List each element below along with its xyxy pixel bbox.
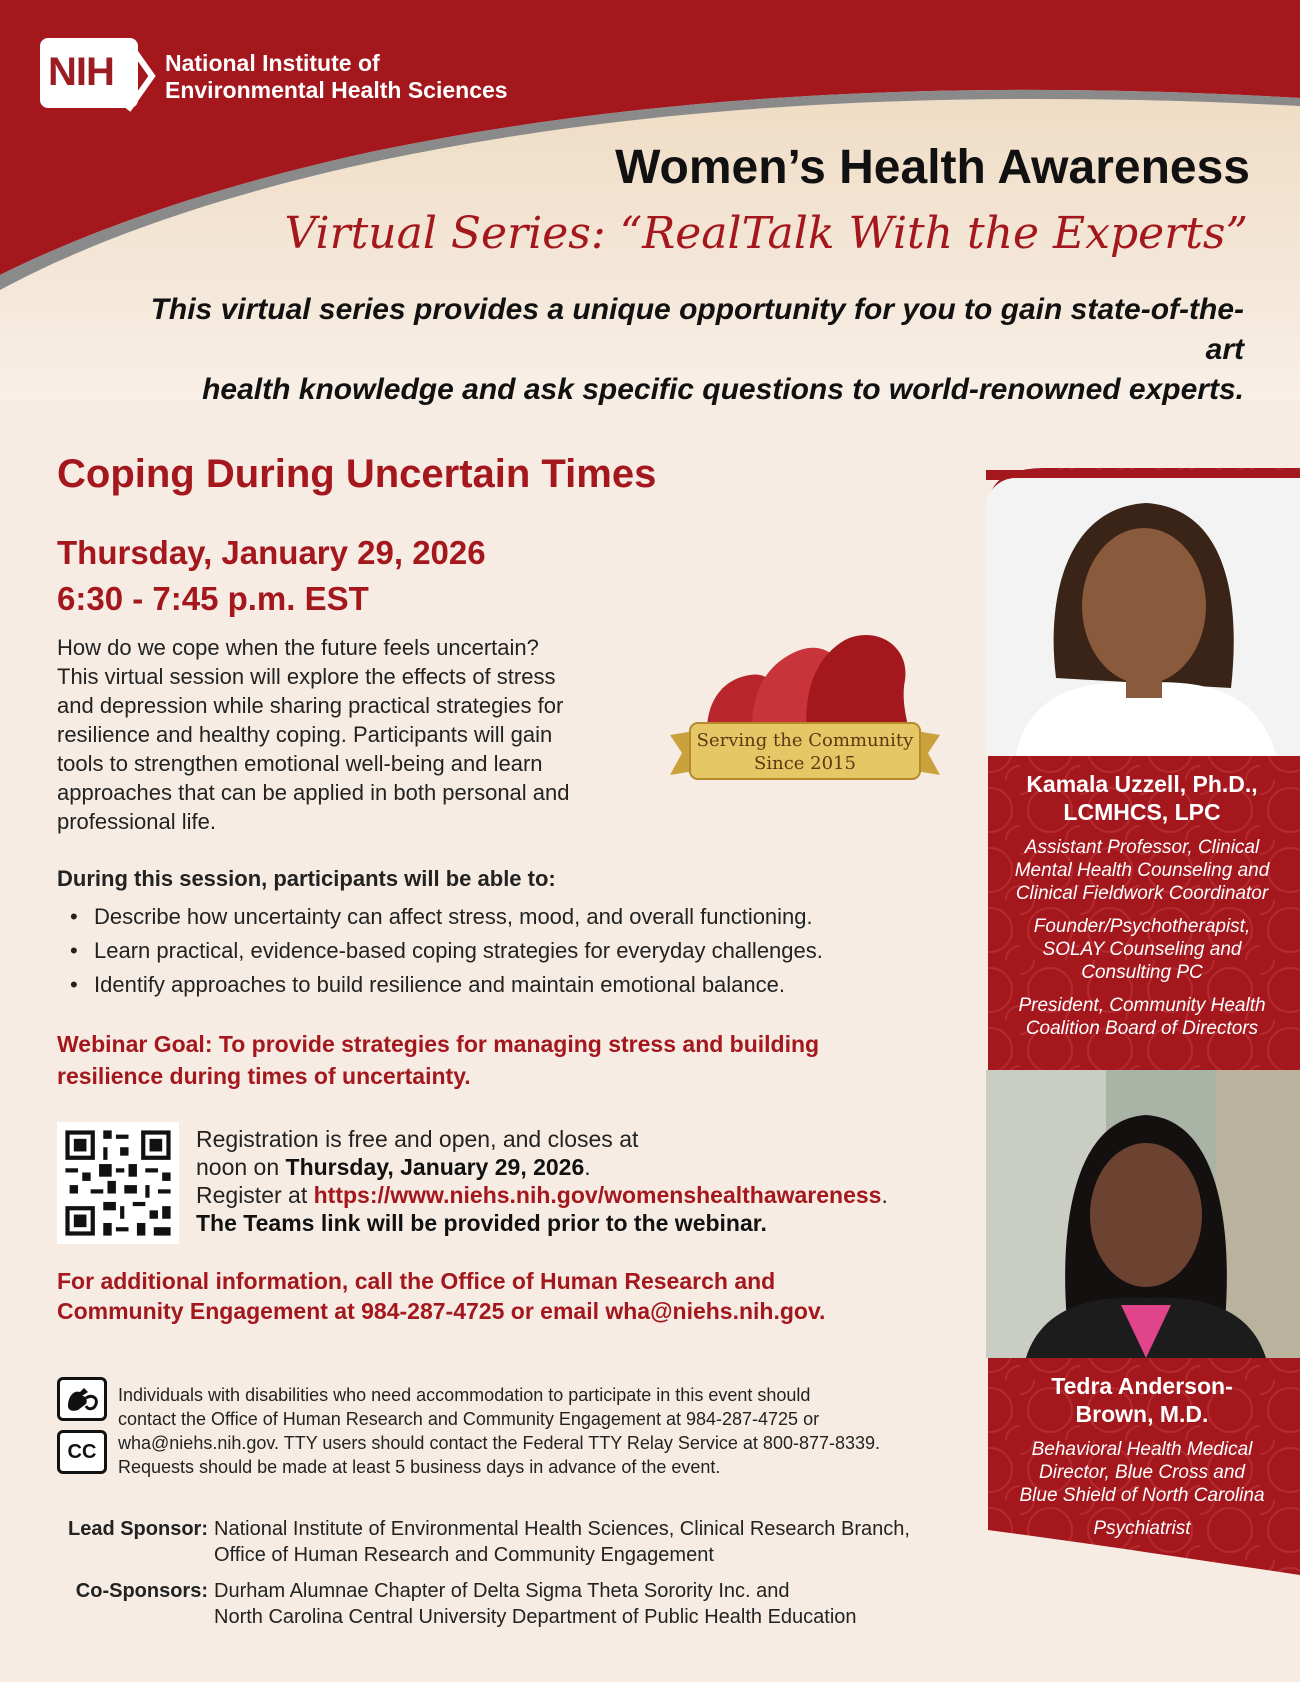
description-line: and depression while sharing practical strategies for [57, 693, 564, 718]
speaker-1-name-line-2: LCMHCS, LPC [1063, 799, 1221, 825]
speaker-2-name-line-2: Brown, M.D. [1075, 1401, 1209, 1427]
organization-name [165, 50, 508, 104]
accessibility-line: Individuals with disabilities who need accommodation to participate in this event should [118, 1385, 811, 1405]
speaker-1-role-line: SOLAY Counseling and [1042, 939, 1242, 960]
description-line: tools to strengthen emotional well-being and learn [57, 751, 543, 776]
community-emblem [660, 605, 950, 805]
accessibility-line: wha@niehs.nih.gov. TTY users should contact the Federal TTY Relay Service at 800-877-8339. [118, 1433, 881, 1453]
goal-line-2: resilience during times of uncertainty. [57, 1063, 471, 1089]
description-line: How do we cope when the future feels uncertain? [57, 635, 539, 660]
nih-logo-text: NIH [48, 50, 114, 94]
lead-sponsor-line-1: National Institute of Environmental Health Sciences, Clinical Research Branch, [214, 1518, 910, 1540]
org-line-1: National Institute of [165, 50, 380, 76]
co-sponsor-value [214, 1578, 974, 1630]
description-line: resilience and healthy coping. Participants will gain [57, 722, 553, 747]
intro-line-2: health knowledge and ask specific questions to world-renowned experts. [202, 373, 1244, 406]
speaker-2-role-line: Blue Shield of North Carolina [1019, 1485, 1265, 1506]
sign-language-icon [57, 1377, 107, 1421]
series-title: Women’s Health Awareness [615, 141, 1250, 194]
speaker-1-role-line: Clinical Fieldwork Coordinator [1015, 883, 1269, 904]
event-time: 6:30 - 7:45 p.m. EST [57, 580, 369, 617]
speaker-2-role [992, 1438, 1292, 1507]
registration-link-period: . [881, 1182, 888, 1208]
description-line: approaches that can be applied in both personal and [57, 780, 570, 805]
objectives-heading: During this session, participants will be able to: [57, 866, 556, 891]
series-subtitle: Virtual Series: “RealTalk With the Experts” [284, 208, 1248, 259]
speaker-2-role-line: Behavioral Health Medical [1031, 1439, 1253, 1460]
webinar-goal [57, 1028, 917, 1092]
series-intro [124, 290, 1244, 410]
register-at-label: Register at [196, 1182, 314, 1208]
speaker-2-name [992, 1372, 1292, 1428]
speaker-2-role [992, 1517, 1292, 1540]
speaker-2-info [992, 1372, 1292, 1540]
registration-deadline-prefix: noon on [196, 1154, 286, 1180]
speaker-1-role-line: Assistant Professor, Clinical [1024, 837, 1260, 858]
speaker-1-role-line: Mental Health Counseling and [1014, 860, 1270, 881]
registration-line-3 [196, 1181, 976, 1209]
co-sponsor-line-2: North Carolina Central University Department of Public Health Education [214, 1606, 857, 1628]
co-sponsor-row [60, 1578, 974, 1630]
speaker-2-photo [986, 1070, 1300, 1358]
lead-sponsor-row [60, 1516, 974, 1568]
registration-deadline: Thursday, January 29, 2026 [285, 1154, 585, 1180]
speaker-1-name [992, 770, 1292, 826]
lead-sponsor-value [214, 1516, 974, 1568]
speaker-2-role-line: Director, Blue Cross and [1039, 1462, 1245, 1483]
contact-line-2: Community Engagement at 984-287-4725 or email wha@niehs.nih.gov. [57, 1298, 826, 1324]
goal-line-1: Webinar Goal: To provide strategies for managing stress and building [57, 1031, 820, 1057]
nih-chevron-icon [126, 40, 156, 112]
event-date: Thursday, January 29, 2026 [57, 534, 486, 571]
speaker-1-role-line: Coalition Board of Directors [1025, 1018, 1259, 1039]
speaker-2-role-line: Psychiatrist [1093, 1518, 1191, 1539]
speaker-1-role [992, 915, 1292, 984]
badge-line-1: Serving the Community [696, 730, 914, 751]
event-title: Coping During Uncertain Times [57, 452, 657, 496]
description-line: professional life. [57, 809, 216, 834]
intro-line-1: This virtual series provides a unique opportunity for you to gain state-of-the-art [150, 293, 1244, 366]
registration-info [196, 1125, 976, 1237]
closed-caption-icon: CC [57, 1430, 107, 1474]
objective-item: • Describe how uncertainty can affect stress, mood, and overall functioning. [70, 900, 823, 934]
event-datetime [57, 530, 486, 622]
sponsors [60, 1516, 974, 1640]
speaker-1-role-line: President, Community Health [1018, 995, 1266, 1016]
registration-line-1: Registration is free and open, and closes at [196, 1126, 639, 1152]
speaker-1-photo [986, 478, 1300, 756]
speaker-2-name-line-1: Tedra Anderson- [1051, 1373, 1233, 1399]
speaker-1-role [992, 994, 1292, 1040]
contact-line-1: For additional information, call the Office of Human Research and [57, 1268, 776, 1294]
accessibility-line: Requests should be made at least 5 business days in advance of the event. [118, 1457, 721, 1477]
teams-link-note: The Teams link will be provided prior to the webinar. [196, 1210, 767, 1236]
accessibility-notice [118, 1383, 958, 1479]
badge-line-2: Since 2015 [754, 753, 856, 774]
objectives-list [70, 900, 823, 1002]
co-sponsor-line-1: Durham Alumnae Chapter of Delta Sigma Theta Sorority Inc. and [214, 1580, 790, 1602]
speaker-1-info [992, 770, 1292, 1040]
registration-qr-code[interactable] [57, 1122, 179, 1244]
speaker-1-role-line: Consulting PC [1081, 962, 1203, 983]
speaker-1-role [992, 836, 1292, 905]
description-line: This virtual session will explore the effects of stress [57, 664, 556, 689]
lead-sponsor-label: Lead Sponsor: [67, 1518, 208, 1540]
registration-link[interactable]: https://www.niehs.nih.gov/womenshealthawareness [313, 1182, 882, 1208]
objective-item: • Identify approaches to build resilience and maintain emotional balance. [70, 968, 823, 1002]
accessibility-line: contact the Office of Human Research and Community Engagement at 984-287-4725 or [118, 1409, 820, 1429]
registration-period: . [584, 1154, 591, 1180]
contact-info [57, 1266, 917, 1326]
qr-code-icon [57, 1122, 179, 1244]
org-line-2: Environmental Health Sciences [165, 77, 508, 103]
objective-item: • Learn practical, evidence-based coping strategies for everyday challenges. [70, 934, 823, 968]
lead-sponsor-line-2: Office of Human Research and Community Engagement [214, 1544, 714, 1566]
speaker-1-role-line: Founder/Psychotherapist, [1033, 916, 1251, 937]
registration-line-2 [196, 1153, 976, 1181]
co-sponsor-label: Co-Sponsors: [75, 1580, 208, 1602]
event-description [57, 633, 657, 836]
speaker-1-name-line-1: Kamala Uzzell, Ph.D., [1026, 771, 1258, 797]
